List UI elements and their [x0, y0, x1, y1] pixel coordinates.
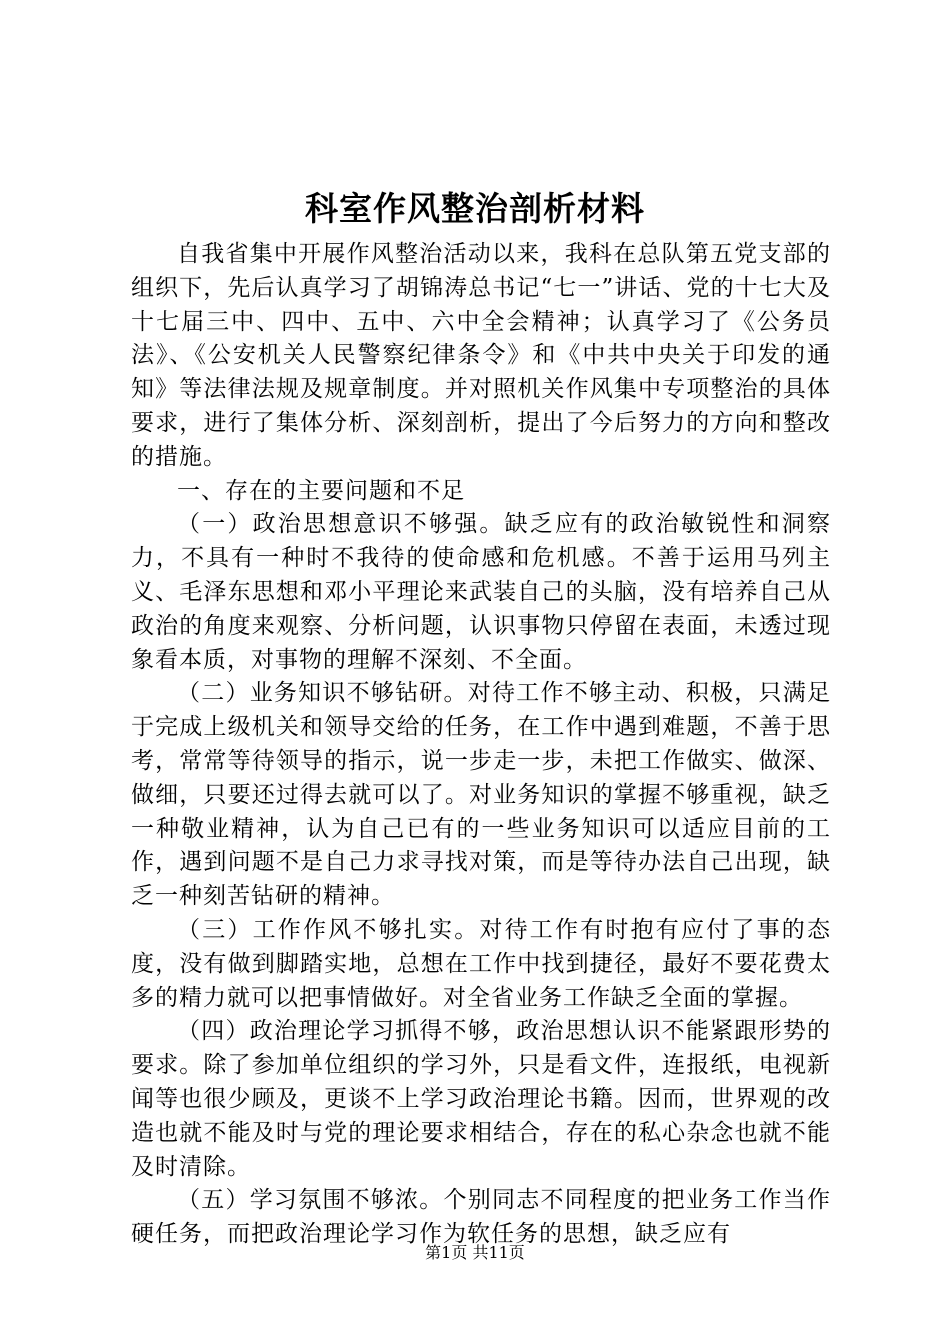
document-title: 科室作风整治剖析材料	[305, 189, 645, 228]
paragraph-item-3: （三）工作作风不够扎实。对待工作有时抱有应付了事的态度，没有做到脚踏实地，总想在工作中找到捷径，最好不要花费太多的精力就可以把事情做好。对全省业务工作缺乏全面的掌握。	[131, 916, 831, 1011]
page-number-footer: 第1页 共11页	[425, 1243, 525, 1262]
paragraph-item-2: （二）业务知识不够钻研。对待工作不够主动、积极，只满足于完成上级机关和领导交给的任务，在工作中遇到难题，不善于思考，常常等待领导的指示，说一步走一步，未把工作做实、做深、做细，只要还过得去就可以了。对业务知识的掌握不够重视，缺乏一种敬业精神，认为自己已有的一些业务知识可以适应目前的工作，遇到问题不是自己力求寻找对策，而是等待办法自己出现，缺乏一种刻苦钻研的精神。	[131, 680, 831, 910]
document-body	[131, 238, 831, 1252]
intro-paragraph: 自我省集中开展作风整治活动以来，我科在总队第五党支部的组织下，先后认真学习了胡锦涛总书记“七一”讲话、党的十七大及十七届三中、四中、五中、六中全会精神；认真学习了《公务员法》、《公安机关人民警察纪律条令》和《中共中央关于印发的通知》等法律法规及规章制度。并对照机关作风集中专项整治的具体要求，进行了集体分析、深刻剖析，提出了今后努力的方向和整改的措施。	[131, 241, 831, 470]
paragraph-item-1: （一）政治思想意识不够强。缺乏应有的政治敏锐性和洞察力，不具有一种时不我待的使命感和危机感。不善于运用马列主义、毛泽东思想和邓小平理论来武装自己的头脑，没有培养自己从政治的角度来观察、分析问题，认识事物只停留在表面，未透过现象看本质，对事物的理解不深刻、不全面。	[131, 511, 831, 673]
section-heading-problems: 一、存在的主要问题和不足	[177, 477, 465, 504]
paragraph-item-5: （五）学习氛围不够浓。个别同志不同程度的把业务工作当作硬任务，而把政治理论学习作为软任务的思想，缺乏应有	[131, 1187, 831, 1248]
paragraph-item-4: （四）政治理论学习抓得不够，政治思想认识不能紧跟形势的要求。除了参加单位组织的学习外，只是看文件，连报纸，电视新闻等也很少顾及，更谈不上学习政治理论书籍。因而，世界观的改造也就不能及时与党的理论要求相结合，存在的私心杂念也就不能及时清除。	[131, 1018, 831, 1180]
